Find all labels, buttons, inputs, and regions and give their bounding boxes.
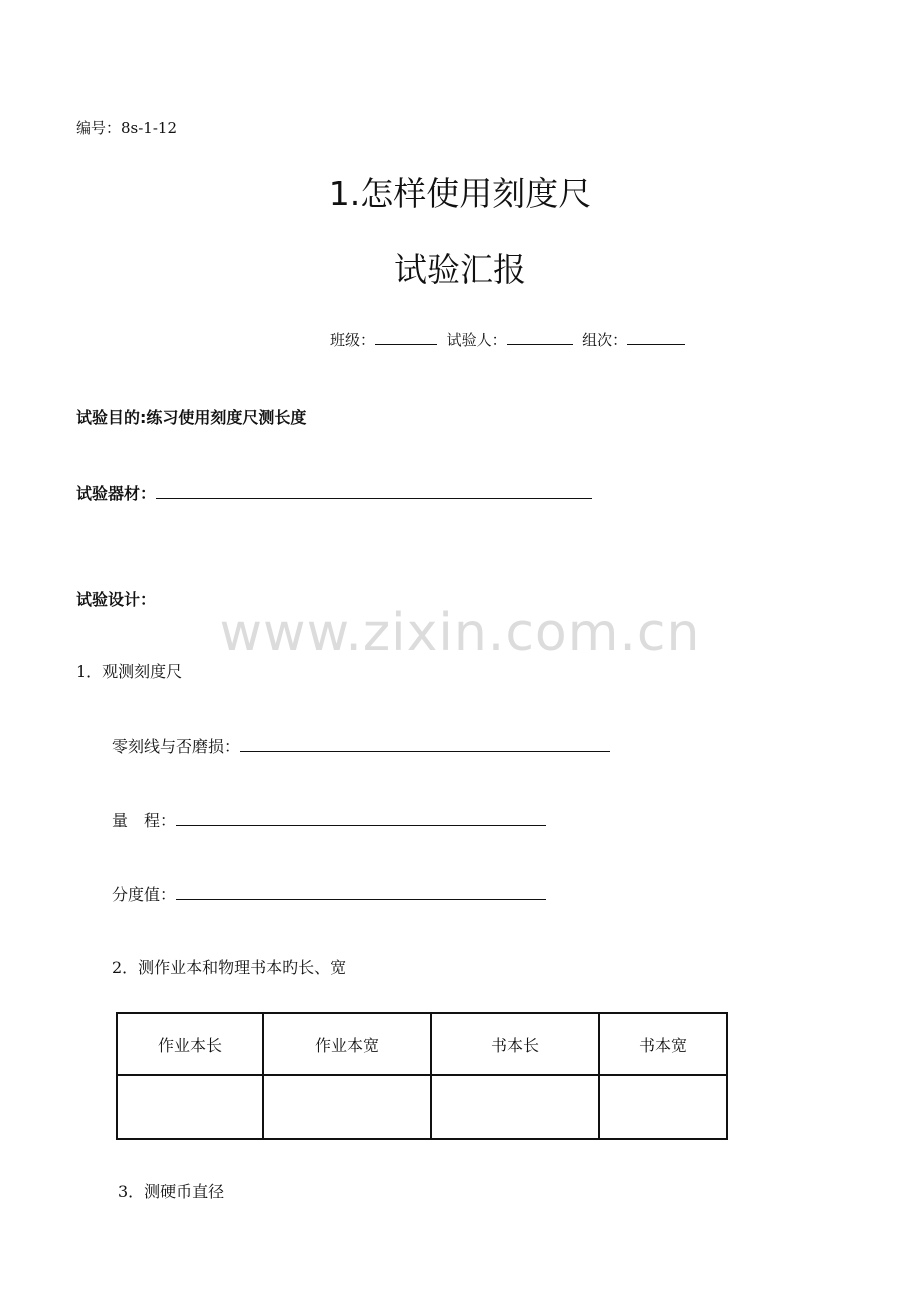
tester-label: 试验人： <box>446 331 507 349</box>
materials-line <box>76 481 592 504</box>
section2-title: 2．测作业本和物理书本旳长、宽 <box>112 958 347 977</box>
class-label: 班级： <box>330 331 376 349</box>
materials-label: 试验器材： <box>76 484 157 503</box>
design-heading: 试验设计： <box>76 590 157 609</box>
measurement-table <box>116 1012 728 1140</box>
tester-blank <box>507 330 573 345</box>
table-cell <box>117 1075 263 1139</box>
table-header-cell: 书本长 <box>431 1013 599 1075</box>
group-label: 组次： <box>582 331 628 349</box>
item-range-blank <box>176 811 546 826</box>
item-zero-line-label: 零刻线与否磨损： <box>112 737 241 756</box>
section1-title: 1．观测刻度尺 <box>76 662 183 681</box>
table-header-row <box>117 1013 727 1075</box>
document-subtitle: 试验汇报 <box>394 250 526 289</box>
purpose-heading: 试验目的:练习使用刻度尺测长度 <box>76 408 307 427</box>
table-cell <box>599 1075 727 1139</box>
document-code: 编号：8s-1-12 <box>76 119 178 137</box>
table-header-cell: 书本宽 <box>599 1013 727 1075</box>
table-row <box>117 1075 727 1139</box>
item-range <box>112 808 546 831</box>
item-range-label: 量 程： <box>112 811 177 830</box>
table-header-cell: 作业本宽 <box>263 1013 431 1075</box>
item-division-label: 分度值： <box>112 885 177 904</box>
class-blank <box>375 330 437 345</box>
item-division-blank <box>176 885 546 900</box>
table-header-cell: 作业本长 <box>117 1013 263 1075</box>
info-line <box>330 329 685 350</box>
table-cell <box>431 1075 599 1139</box>
item-division <box>112 882 546 905</box>
group-blank <box>627 330 685 345</box>
section3-title: 3．测硬币直径 <box>118 1182 225 1201</box>
materials-blank <box>156 484 592 499</box>
document-title: 1.怎样使用刻度尺 <box>328 174 592 213</box>
item-zero-line <box>112 734 610 757</box>
watermark: www.zixin.com.cn <box>219 603 701 663</box>
item-zero-line-blank <box>240 737 610 752</box>
table-cell <box>263 1075 431 1139</box>
